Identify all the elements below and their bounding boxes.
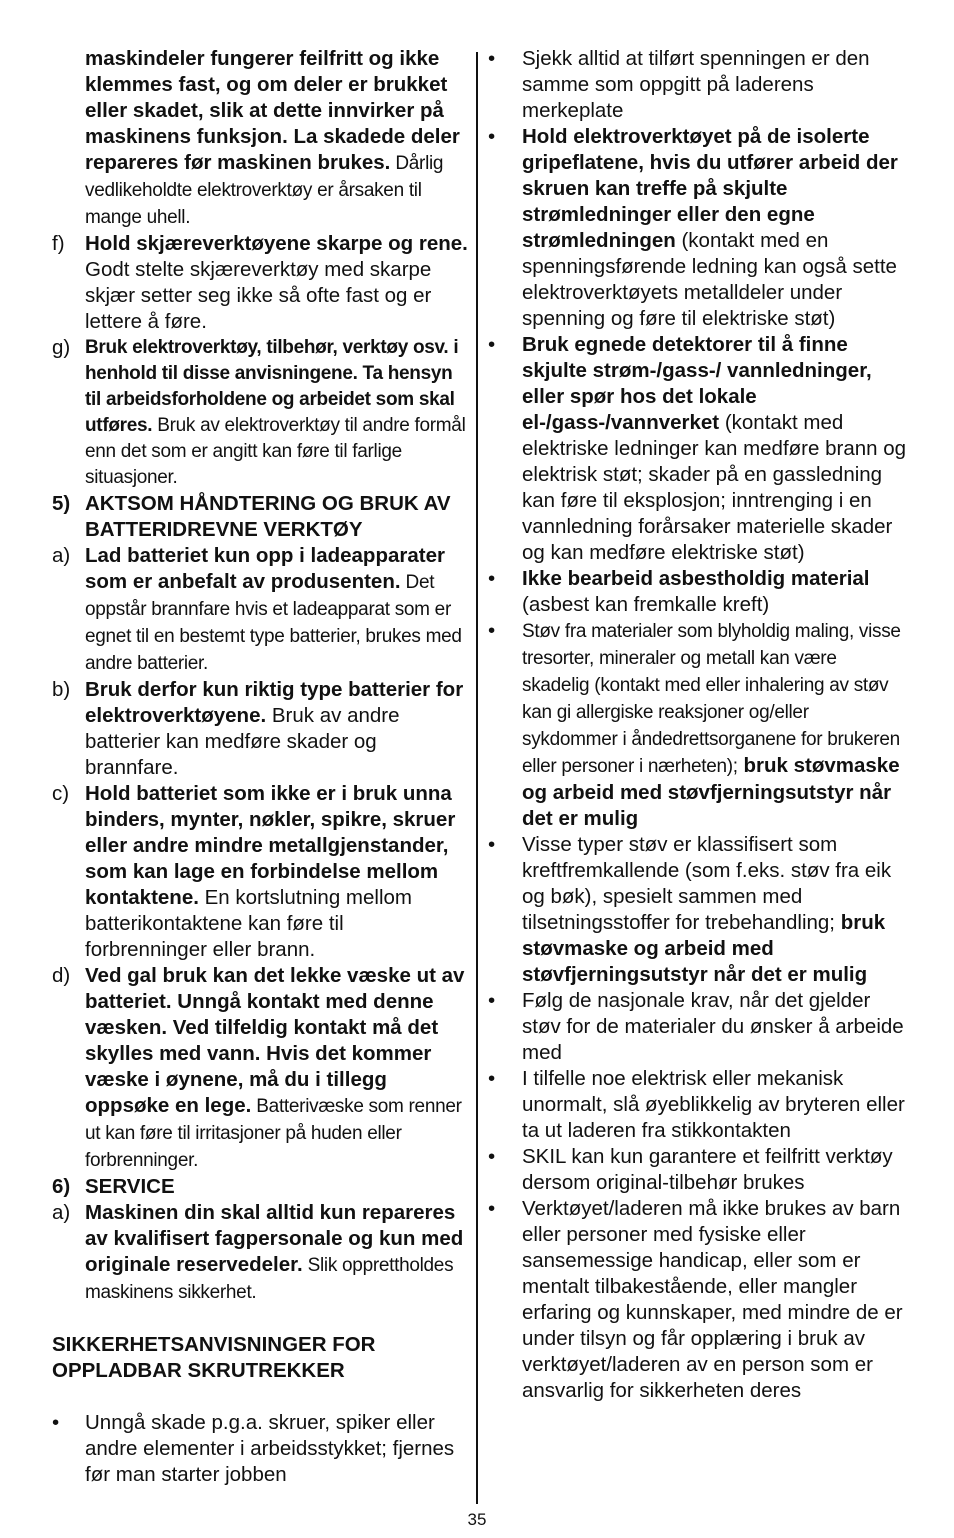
bullet-bold: bruk støvmaske og arbeid med støvfjerningsutstyr når det er mulig [522,754,900,830]
item-normal: Batterivæske som renner ut kan føre til irritasjoner på huden eller forbrenninger. [85,1096,462,1171]
right-bullet-9 [488,1144,908,1196]
bullet-text: Unngå skade p.g.a. skruer, spiker eller andre elementer i arbeidsstykket; fjernes før man starter jobben [85,1411,455,1486]
bullet-marker: • [488,333,496,356]
intro-normal: Dårlig vedlikeholdte elektroverktøy er årsaken til mange uhell. [85,153,444,228]
item-marker: g) [52,336,71,359]
right-bullet-1 [488,46,908,124]
bullet-marker: • [488,989,496,1012]
bullet-marker: • [488,1145,496,1168]
right-bullet-6 [488,832,908,988]
bullet-normal: Støv fra materialer som blyholdig maling, visse tresorter, mineraler og metall kan være skadelig (kontakt med eller inhalering av støv kan gi allergiske reaksjoner og/eller sykdommer i åndedrettsorganene for brukeren eller personer i nærheten); [522,621,901,777]
item-bold: Ved gal bruk kan det lekke væske ut av batteriet. Unngå kontakt med denne væsken. Ved tilfeldig kontakt må det skylles med vann. Hvis det kommer væske i øynene, må du i tillegg oppsøke en lege. [85,964,465,1117]
bullet-normal: Visse typer støv er klassifisert som kreftfremkallende (som f.eks. støv fra eik og bøk), spesielt sammen med tilsetningsstoffer for trebehandling; [522,833,892,934]
item-6a [52,1200,468,1306]
item-marker: a) [52,544,71,567]
item-marker: d) [52,964,71,987]
bullet-bold: bruk støvmaske og arbeid med støvfjerningsutstyr når det er mulig [522,911,886,986]
column-divider [476,52,478,1504]
bullet-marker: • [52,1411,60,1434]
right-bullet-4 [488,566,908,618]
bullet-marker: • [488,47,496,70]
item-5d [52,963,468,1174]
bullet-text: Sjekk alltid at tilført spenningen er den samme som oppgitt på laderens merkeplate [522,47,870,122]
bullet-marker: • [488,125,496,148]
section-5 [52,491,468,543]
item-normal: En kortslutning mellom batterikontaktene kan føre til forbrenninger eller brann. [85,886,412,961]
bullet-marker: • [488,833,496,856]
bullet-text: SKIL kan kun garantere et feilfritt verktøy dersom original-tilbehør brukes [522,1145,893,1194]
section-6 [52,1174,468,1200]
item-normal: Det oppstår brannfare hvis et ladeapparat som er egnet til en bestemt type batterier, brukes med andre batterier. [85,572,462,674]
item-marker: c) [52,782,70,805]
bullet-bold: Ikke bearbeid asbestholdig material [522,567,870,590]
right-column [488,46,908,1404]
right-bullet-7 [488,988,908,1066]
item-normal: Slik opprettholdes maskinens sikkerhet. [85,1255,454,1303]
item-normal: Godt stelte skjæreverktøy med skarpe skjær setter seg ikke så ofte fast og er lettere å føre. [85,258,432,333]
right-bullet-3 [488,332,908,566]
bullet-bold: Bruk egnede detektorer til å finne skjulte strøm-/gass-/ vannledninger, eller spør hos det lokale el-/gass-/vannverket [522,333,872,434]
bullet-text: Følg de nasjonale krav, når det gjelder støv for de materialer du ønsker å arbeide med [522,989,904,1064]
item-f [52,231,468,335]
item-normal: Bruk av andre batterier kan medføre skader og brannfare. [85,704,400,779]
item-5b [52,677,468,781]
item-normal: Bruk av elektroverktøy til andre formål enn det som er angitt kan føre til farlige situasjoner. [85,415,466,488]
item-bold: Bruk elektroverktøy, tilbehør, verktøy osv. i henhold til disse anvisningene. Ta hensyn til arbeidsforholdene og arbeidet som skal utføres. [85,337,459,436]
item-marker: b) [52,678,71,701]
item-bold: Lad batteriet kun opp i ladeapparater som er anbefalt av produsenten. [85,544,445,593]
bullet-normal: (kontakt med elektriske ledninger kan medføre brann og elektrisk støt; skader på en gassledning kan føre til eksplosjon; inntrenging i en vannledning forårsaker materielle skader og kan medføre elektriske støt) [522,411,907,564]
bullet-text: Verktøyet/laderen må ikke brukes av barn eller personer med fysiske eller sansemessige handicap, eller som er mentalt tilbakestående, eller mangler erfaring og kunnskaper, med mindre de er under tilsyn og får opplæring i bruk av verktøyet/laderen av en person som er ansvarlig for sikkerheten deres [522,1197,903,1402]
item-marker: a) [52,1201,71,1224]
bullet-bold: Hold elektroverktøyet på de isolerte gripeflatene, hvis du utfører arbeid der skruen kan treffe på skjulte strømledninger eller den egne strømledningen [522,125,898,252]
page-number: 35 [467,1510,487,1529]
bullet-normal: (kontakt med en spenningsførende ledning kan også sette elektroverktøyets metalldeler under spenning og føre til elektriske støt) [522,229,897,330]
safety-heading: SIKKERHETSANVISNINGER FOR OPPLADBAR SKRUTREKKER [52,1333,376,1382]
left-bullet-1 [52,1410,468,1488]
right-bullet-2 [488,124,908,332]
item-bold: Maskinen din skal alltid kun repareres av kvalifisert fagpersonale og kun med originale reservedeler. [85,1201,464,1276]
right-bullet-10 [488,1196,908,1404]
section-title: AKTSOM HÅNDTERING OG BRUK AV BATTERIDREVNE VERKTØY [85,492,451,541]
section-marker: 5) [52,492,71,515]
item-5c [52,781,468,963]
intro-bold: maskindeler fungerer feilfritt og ikke klemmes fast, og om deler er brukket eller skadet, slik at dette innvirker på maskinens funksjon. La skadede deler repareres før maskinen brukes. [85,47,460,174]
bullet-normal: (asbest kan fremkalle kreft) [522,593,770,616]
section-marker: 6) [52,1175,71,1198]
item-bold: Hold skjæreverktøyene skarpe og rene. [85,232,468,255]
right-bullet-5 [488,618,908,832]
intro-paragraph [52,46,468,231]
item-bold: Bruk derfor kun riktig type batterier for elektroverktøyene. [85,678,464,727]
bullet-marker: • [488,567,496,590]
item-g [52,335,468,491]
left-column [52,46,468,1488]
bullet-text: I tilfelle noe elektrisk eller mekanisk unormalt, slå øyeblikkelig av bryteren eller ta ut laderen fra stikkontakten [522,1067,905,1142]
bullet-marker: • [488,1067,496,1090]
item-5a [52,543,468,677]
bullet-marker: • [488,619,496,642]
bullet-marker: • [488,1197,496,1220]
item-marker: f) [52,232,65,255]
item-bold: Hold batteriet som ikke er i bruk unna binders, mynter, nøkler, spikre, skruer eller andre mindre metallgjenstander, som kan lage en forbindelse mellom kontaktene. [85,782,456,909]
section-title: SERVICE [85,1175,175,1198]
right-bullet-8 [488,1066,908,1144]
